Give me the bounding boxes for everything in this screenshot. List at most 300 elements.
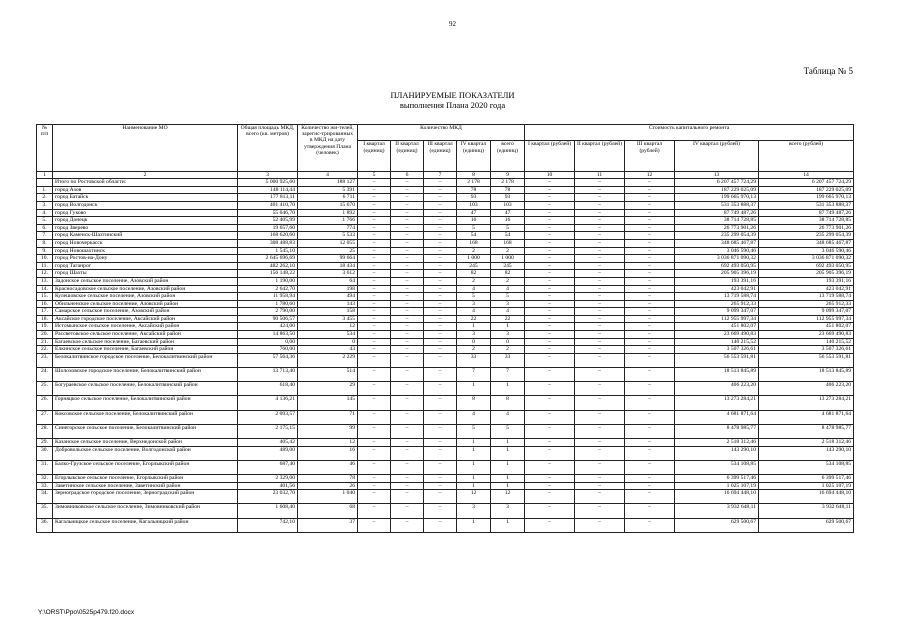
q3-cost-cell: – bbox=[625, 217, 675, 225]
row-number-cell: 30. bbox=[37, 446, 53, 460]
total-units-cell: 8 bbox=[491, 396, 525, 410]
q1-cost-cell: – bbox=[525, 277, 575, 285]
q4-cost-cell: 534 108,85 bbox=[675, 460, 759, 474]
column-number: 9 bbox=[491, 172, 525, 179]
header-cost-group: Стоимость капитального ремонта bbox=[525, 125, 854, 141]
q2-cost-cell: – bbox=[575, 446, 625, 460]
total-units-cell: 5 bbox=[491, 424, 525, 438]
q2-cost-cell: – bbox=[575, 186, 625, 194]
q2-units-cell: – bbox=[391, 247, 424, 255]
total-cost-cell: 23 669 490,83 bbox=[759, 331, 854, 339]
q3-cost-cell: – bbox=[625, 518, 675, 532]
residents-cell: 16 bbox=[298, 446, 358, 460]
q1-cost-cell: – bbox=[525, 368, 575, 382]
total-cost-cell: 9 099 347,07 bbox=[759, 308, 854, 316]
q2-units-cell: – bbox=[391, 201, 424, 209]
q4-units-cell: 93 bbox=[457, 194, 491, 202]
mo-name-cell: Балко-Грузское сельское поселение, Егорлыкский район bbox=[53, 460, 238, 474]
table-body bbox=[37, 179, 854, 533]
total-units-cell: 1 bbox=[491, 482, 525, 490]
header-q2-units: II квартал (единиц) bbox=[391, 141, 424, 172]
q4-cost-cell: 6 399 517,46 bbox=[675, 474, 759, 482]
q3-cost-cell: – bbox=[625, 224, 675, 232]
q1-units-cell: – bbox=[358, 518, 391, 532]
total-area-cell: 177 813,11 bbox=[238, 194, 298, 202]
total-cost-cell: 6 399 517,46 bbox=[759, 474, 854, 482]
q1-units-cell: – bbox=[358, 300, 391, 308]
residents-cell: 2 229 bbox=[298, 353, 358, 367]
mo-name-cell: Елкинское сельское поселение, Багаевский район bbox=[53, 346, 238, 354]
q4-cost-cell: 13 719 588,74 bbox=[675, 293, 759, 301]
total-cost-cell: 406 223,20 bbox=[759, 382, 854, 396]
table-row bbox=[37, 382, 854, 396]
table-row bbox=[37, 217, 854, 225]
q3-cost-cell: – bbox=[625, 331, 675, 339]
row-number-cell: 6. bbox=[37, 224, 53, 232]
q1-units-cell: – bbox=[358, 308, 391, 316]
total-area-cell: 156 148,22 bbox=[238, 270, 298, 278]
mo-name-cell: Богураевское сельское поселение, Белокалитвинский район bbox=[53, 382, 238, 396]
column-number: 12 bbox=[625, 172, 675, 179]
table-row bbox=[37, 338, 854, 346]
q2-units-cell: – bbox=[391, 315, 424, 323]
row-number-cell: 35. bbox=[37, 504, 53, 518]
q4-cost-cell: 193 391,16 bbox=[675, 277, 759, 285]
mo-name-cell: Зимовниковское сельское поселение, Зимовниковский район bbox=[53, 504, 238, 518]
q4-units-cell: 1 bbox=[457, 482, 491, 490]
q4-units-cell: 1 bbox=[457, 460, 491, 474]
total-units-cell: 22 bbox=[491, 315, 525, 323]
q2-cost-cell: – bbox=[575, 331, 625, 339]
q2-cost-cell: – bbox=[575, 293, 625, 301]
row-number-cell: 13. bbox=[37, 277, 53, 285]
table-row bbox=[37, 353, 854, 367]
q3-units-cell: – bbox=[424, 194, 457, 202]
q4-units-cell: 16 bbox=[457, 217, 491, 225]
row-number-cell: 12. bbox=[37, 270, 53, 278]
q3-units-cell: – bbox=[424, 482, 457, 490]
q3-cost-cell: – bbox=[625, 482, 675, 490]
residents-cell: 26 bbox=[298, 482, 358, 490]
q4-cost-cell: 4 681 871,64 bbox=[675, 410, 759, 424]
q3-cost-cell: – bbox=[625, 368, 675, 382]
mo-name-cell: город Батайск bbox=[53, 194, 238, 202]
q4-cost-cell: 629 500,67 bbox=[675, 518, 759, 532]
residents-cell: 3 612 bbox=[298, 270, 358, 278]
residents-cell: 143 bbox=[298, 300, 358, 308]
total-area-cell: 13 713,40 bbox=[238, 368, 298, 382]
q3-units-cell: – bbox=[424, 293, 457, 301]
row-number-cell: 16. bbox=[37, 300, 53, 308]
mo-name-cell: город Каменск-Шахтинский bbox=[53, 232, 238, 240]
column-number: 7 bbox=[424, 172, 457, 179]
total-cost-cell: 26 773 901,26 bbox=[759, 224, 854, 232]
total-area-cell: 2 329,00 bbox=[238, 474, 298, 482]
q1-units-cell: – bbox=[358, 239, 391, 247]
residents-cell: 64 bbox=[298, 277, 358, 285]
q2-units-cell: – bbox=[391, 270, 424, 278]
total-cost-cell: 187 229 025,09 bbox=[759, 186, 854, 194]
q2-cost-cell: – bbox=[575, 285, 625, 293]
total-cost-cell: 13 273 284,21 bbox=[759, 396, 854, 410]
total-units-cell: 2 bbox=[491, 247, 525, 255]
q1-cost-cell: – bbox=[525, 518, 575, 532]
q4-units-cell: 0 bbox=[457, 338, 491, 346]
total-units-cell: 4 bbox=[491, 410, 525, 424]
q1-cost-cell: – bbox=[525, 382, 575, 396]
q1-units-cell: – bbox=[358, 446, 391, 460]
mo-name-cell: Добровольское сельское поселение, Волгодонской район bbox=[53, 446, 238, 460]
row-number-cell: 20. bbox=[37, 331, 53, 339]
q1-cost-cell: – bbox=[525, 446, 575, 460]
table-row bbox=[37, 490, 854, 504]
column-number-row bbox=[37, 172, 854, 179]
total-area-cell: 1 780,60 bbox=[238, 300, 298, 308]
total-units-cell: 1 bbox=[491, 518, 525, 532]
q4-cost-cell: 692 493 050,95 bbox=[675, 262, 759, 270]
q4-units-cell: 1 bbox=[457, 474, 491, 482]
mo-name-cell: Истомынское сельское поселение, Аксайский район bbox=[53, 323, 238, 331]
mo-name-cell: Кагальницкое сельское поселение, Кагальницкий район bbox=[53, 518, 238, 532]
residents-cell: 198 bbox=[298, 285, 358, 293]
total-area-cell: 2 642,70 bbox=[238, 285, 298, 293]
q1-cost-cell: – bbox=[525, 217, 575, 225]
q1-units-cell: – bbox=[358, 382, 391, 396]
q2-cost-cell: – bbox=[575, 382, 625, 396]
q1-cost-cell: – bbox=[525, 353, 575, 367]
q3-cost-cell: – bbox=[625, 323, 675, 331]
q4-cost-cell: 143 290,10 bbox=[675, 446, 759, 460]
q2-units-cell: – bbox=[391, 346, 424, 354]
mo-name-cell: Кулешовское сельское поселение, Азовский район bbox=[53, 293, 238, 301]
q2-units-cell: – bbox=[391, 323, 424, 331]
q2-units-cell: – bbox=[391, 504, 424, 518]
header-residents: Количество жи-телей, зарегис-трированных в МКД на дату утверждения Плана (человек) bbox=[298, 125, 358, 172]
q2-units-cell: – bbox=[391, 368, 424, 382]
row-number-cell: 3. bbox=[37, 201, 53, 209]
table-row bbox=[37, 224, 854, 232]
q2-cost-cell: – bbox=[575, 255, 625, 263]
q3-units-cell: – bbox=[424, 247, 457, 255]
q4-units-cell: 2 bbox=[457, 346, 491, 354]
total-cost-cell: 531 353 888,37 bbox=[759, 201, 854, 209]
total-units-cell: 16 bbox=[491, 217, 525, 225]
q3-units-cell: – bbox=[424, 277, 457, 285]
total-units-cell: 7 bbox=[491, 368, 525, 382]
total-units-cell: 103 bbox=[491, 201, 525, 209]
q2-units-cell: – bbox=[391, 209, 424, 217]
q4-cost-cell: 406 223,20 bbox=[675, 382, 759, 396]
mo-name-cell: Казанское сельское поселение, Верхнедонской район bbox=[53, 438, 238, 446]
table-row bbox=[37, 323, 854, 331]
q1-units-cell: – bbox=[358, 209, 391, 217]
q2-units-cell: – bbox=[391, 308, 424, 316]
row-number-cell: 24. bbox=[37, 368, 53, 382]
residents-cell: 71 bbox=[298, 410, 358, 424]
total-area-cell: 2 645 696,69 bbox=[238, 255, 298, 263]
total-units-cell: 3 bbox=[491, 504, 525, 518]
total-area-cell: 90 506,57 bbox=[238, 315, 298, 323]
q3-cost-cell: – bbox=[625, 346, 675, 354]
q2-units-cell: – bbox=[391, 438, 424, 446]
q2-units-cell: – bbox=[391, 224, 424, 232]
total-units-cell: 0 bbox=[491, 338, 525, 346]
q1-units-cell: – bbox=[358, 285, 391, 293]
q1-units-cell: – bbox=[358, 232, 391, 240]
total-area-cell: 2 093,57 bbox=[238, 410, 298, 424]
column-number: 2 bbox=[53, 172, 238, 179]
q3-units-cell: – bbox=[424, 346, 457, 354]
total-cost-cell: 3 036 871 090,32 bbox=[759, 255, 854, 263]
q3-cost-cell: – bbox=[625, 382, 675, 396]
row-number-cell: 33. bbox=[37, 482, 53, 490]
q2-cost-cell: – bbox=[575, 209, 625, 217]
residents-cell: 68 bbox=[298, 504, 358, 518]
total-units-cell: 1 bbox=[491, 474, 525, 482]
q1-cost-cell: – bbox=[525, 482, 575, 490]
q3-cost-cell: – bbox=[625, 338, 675, 346]
total-area-cell: 687,40 bbox=[238, 460, 298, 474]
total-area-cell: 405,42 bbox=[238, 438, 298, 446]
q4-units-cell: 5 bbox=[457, 293, 491, 301]
q1-units-cell: – bbox=[358, 255, 391, 263]
q3-units-cell: – bbox=[424, 270, 457, 278]
q3-cost-cell: – bbox=[625, 308, 675, 316]
q4-units-cell: 5 bbox=[457, 224, 491, 232]
column-number: 11 bbox=[575, 172, 625, 179]
row-number-cell: 31. bbox=[37, 460, 53, 474]
q1-units-cell: – bbox=[358, 424, 391, 438]
q4-cost-cell: 23 669 490,83 bbox=[675, 331, 759, 339]
q3-cost-cell: – bbox=[625, 504, 675, 518]
q3-units-cell: – bbox=[424, 424, 457, 438]
mo-name-cell: город Шахты bbox=[53, 270, 238, 278]
mo-name-cell: город Ростов-на-Дону bbox=[53, 255, 238, 263]
q3-units-cell: – bbox=[424, 217, 457, 225]
q4-cost-cell: 3 932 648,11 bbox=[675, 504, 759, 518]
q4-cost-cell: 9 099 347,07 bbox=[675, 308, 759, 316]
row-number-cell: 10. bbox=[37, 255, 53, 263]
q4-units-cell: 8 bbox=[457, 396, 491, 410]
q3-cost-cell: – bbox=[625, 293, 675, 301]
q3-units-cell: – bbox=[424, 209, 457, 217]
residents-cell: 1 040 bbox=[298, 490, 358, 504]
total-cost-cell: 56 553 591,81 bbox=[759, 353, 854, 367]
q2-cost-cell: – bbox=[575, 247, 625, 255]
q2-cost-cell: – bbox=[575, 217, 625, 225]
total-units-cell: 4 bbox=[491, 285, 525, 293]
plan-indicators-table bbox=[36, 124, 854, 533]
q4-units-cell: 78 bbox=[457, 186, 491, 194]
total-area-cell: 401,56 bbox=[238, 482, 298, 490]
q1-cost-cell: – bbox=[525, 232, 575, 240]
table-row bbox=[37, 247, 854, 255]
footer-file-path: Y:\ORST\Ppo\0525p479.f20.docx bbox=[38, 609, 135, 616]
q4-units-cell: 22 bbox=[457, 315, 491, 323]
total-cost-cell: 16 694 448,10 bbox=[759, 490, 854, 504]
table-row bbox=[37, 277, 854, 285]
q1-cost-cell: – bbox=[525, 438, 575, 446]
q4-cost-cell: 2 518 312,46 bbox=[675, 438, 759, 446]
total-area-cell: 57 564,36 bbox=[238, 353, 298, 367]
total-area-cell: 55 046,70 bbox=[238, 209, 298, 217]
header-mkd-group: Количество МКД bbox=[358, 125, 525, 141]
total-cost-cell: 13 719 588,74 bbox=[759, 293, 854, 301]
q2-units-cell: – bbox=[391, 217, 424, 225]
table-row bbox=[37, 482, 854, 490]
column-number: 14 bbox=[759, 172, 854, 179]
total-area-cell: 14 863,50 bbox=[238, 331, 298, 339]
total-cost-cell: 1 025 107,19 bbox=[759, 482, 854, 490]
q4-cost-cell: 451 802,07 bbox=[675, 323, 759, 331]
total-units-cell: 2 bbox=[491, 277, 525, 285]
q2-units-cell: – bbox=[391, 277, 424, 285]
residents-cell: 5 533 bbox=[298, 232, 358, 240]
q4-cost-cell: 87 749 487,26 bbox=[675, 209, 759, 217]
q1-cost-cell: – bbox=[525, 504, 575, 518]
q1-units-cell: – bbox=[358, 194, 391, 202]
q3-cost-cell: – bbox=[625, 474, 675, 482]
q1-cost-cell: – bbox=[525, 209, 575, 217]
header-q1-rub: I квартал (рублей) bbox=[525, 141, 575, 172]
q4-units-cell: 4 bbox=[457, 285, 491, 293]
table-row bbox=[37, 285, 854, 293]
total-units-cell: 1 bbox=[491, 438, 525, 446]
q1-cost-cell: – bbox=[525, 338, 575, 346]
mo-name-cell: Обильненское сельское поселение, Азовский район bbox=[53, 300, 238, 308]
total-area-cell: 23 032,70 bbox=[238, 490, 298, 504]
q2-cost-cell: – bbox=[575, 239, 625, 247]
residents-cell: 25 bbox=[298, 247, 358, 255]
table-row bbox=[37, 368, 854, 382]
q2-units-cell: – bbox=[391, 518, 424, 532]
q4-units-cell: 2 bbox=[457, 247, 491, 255]
q3-units-cell: – bbox=[424, 446, 457, 460]
q2-units-cell: – bbox=[391, 186, 424, 194]
q2-cost-cell: – bbox=[575, 315, 625, 323]
residents-cell: 145 bbox=[298, 396, 358, 410]
residents-cell: 1 892 bbox=[298, 209, 358, 217]
q3-cost-cell: – bbox=[625, 270, 675, 278]
q4-cost-cell: 205 905 396,19 bbox=[675, 270, 759, 278]
q3-units-cell: – bbox=[424, 323, 457, 331]
q2-units-cell: – bbox=[391, 338, 424, 346]
q4-units-cell: 1 bbox=[457, 382, 491, 396]
q1-cost-cell: – bbox=[525, 315, 575, 323]
row-number-cell: 15. bbox=[37, 293, 53, 301]
q1-units-cell: – bbox=[358, 460, 391, 474]
total-area-cell: 1 545,10 bbox=[238, 247, 298, 255]
q4-cost-cell: 26 773 901,26 bbox=[675, 224, 759, 232]
row-number-cell: 14. bbox=[37, 285, 53, 293]
q2-cost-cell: – bbox=[575, 504, 625, 518]
q2-cost-cell: – bbox=[575, 201, 625, 209]
q4-units-cell: 2 178 bbox=[457, 179, 491, 187]
q3-units-cell: – bbox=[424, 186, 457, 194]
q4-cost-cell: 16 694 448,10 bbox=[675, 490, 759, 504]
mo-name-cell: город Гуково bbox=[53, 209, 238, 217]
q1-cost-cell: – bbox=[525, 410, 575, 424]
q3-cost-cell: – bbox=[625, 179, 675, 187]
header-q4-rub: IV квартал (рублей) bbox=[675, 141, 759, 172]
q1-cost-cell: – bbox=[525, 323, 575, 331]
q4-cost-cell: 199 665 970,13 bbox=[675, 194, 759, 202]
row-number-cell: 11. bbox=[37, 262, 53, 270]
header-num: № п/п bbox=[37, 125, 53, 172]
mo-name-cell: город Азов bbox=[53, 186, 238, 194]
row-number-cell: 28. bbox=[37, 424, 53, 438]
total-units-cell: 1 000 bbox=[491, 255, 525, 263]
q3-units-cell: – bbox=[424, 285, 457, 293]
table-row bbox=[37, 446, 854, 460]
total-units-cell: 4 bbox=[491, 308, 525, 316]
total-cost-cell: 2 518 312,46 bbox=[759, 438, 854, 446]
q3-cost-cell: – bbox=[625, 262, 675, 270]
total-units-cell: 78 bbox=[491, 186, 525, 194]
q3-units-cell: – bbox=[424, 262, 457, 270]
mo-name-cell: Самарское сельское поселение, Азовский район bbox=[53, 308, 238, 316]
q3-units-cell: – bbox=[424, 179, 457, 187]
q1-cost-cell: – bbox=[525, 474, 575, 482]
table-row bbox=[37, 232, 854, 240]
mo-name-cell: город Зверево bbox=[53, 224, 238, 232]
row-number-cell: 1. bbox=[37, 186, 53, 194]
q2-units-cell: – bbox=[391, 353, 424, 367]
q4-cost-cell: 56 553 591,81 bbox=[675, 353, 759, 367]
q2-units-cell: – bbox=[391, 410, 424, 424]
q3-cost-cell: – bbox=[625, 232, 675, 240]
q1-units-cell: – bbox=[358, 353, 391, 367]
q1-units-cell: – bbox=[358, 315, 391, 323]
document-title bbox=[0, 90, 905, 110]
q3-cost-cell: – bbox=[625, 300, 675, 308]
q2-cost-cell: – bbox=[575, 424, 625, 438]
q4-units-cell: 33 bbox=[457, 353, 491, 367]
q1-cost-cell: – bbox=[525, 201, 575, 209]
total-cost-cell: 199 665 970,13 bbox=[759, 194, 854, 202]
q2-cost-cell: – bbox=[575, 179, 625, 187]
q3-units-cell: – bbox=[424, 315, 457, 323]
q4-units-cell: 7 bbox=[457, 368, 491, 382]
q1-cost-cell: – bbox=[525, 239, 575, 247]
q3-units-cell: – bbox=[424, 518, 457, 532]
q4-units-cell: 4 bbox=[457, 308, 491, 316]
mo-name-cell: Аксайское городское поселение, Аксайский район bbox=[53, 315, 238, 323]
q1-cost-cell: – bbox=[525, 346, 575, 354]
q4-units-cell: 1 bbox=[457, 518, 491, 532]
q1-units-cell: – bbox=[358, 438, 391, 446]
q4-units-cell: 1 bbox=[457, 438, 491, 446]
total-area-cell: 2 790,00 bbox=[238, 308, 298, 316]
q4-cost-cell: 18 513 845,89 bbox=[675, 368, 759, 382]
title-line-1: ПЛАНИРУЕМЫЕ ПОКАЗАТЕЛИ bbox=[390, 90, 515, 100]
q3-units-cell: – bbox=[424, 255, 457, 263]
q3-cost-cell: – bbox=[625, 410, 675, 424]
q2-cost-cell: – bbox=[575, 277, 625, 285]
total-units-cell: 54 bbox=[491, 232, 525, 240]
q2-units-cell: – bbox=[391, 490, 424, 504]
mo-name-cell: Красносадовское сельское поселение, Азовский район bbox=[53, 285, 238, 293]
total-units-cell: 1 bbox=[491, 323, 525, 331]
q2-units-cell: – bbox=[391, 239, 424, 247]
q4-units-cell: 103 bbox=[457, 201, 491, 209]
total-cost-cell: 692 493 050,95 bbox=[759, 262, 854, 270]
header-q2-rub: II квартал (рублей) bbox=[575, 141, 625, 172]
table-row bbox=[37, 300, 854, 308]
column-number: 10 bbox=[525, 172, 575, 179]
q3-cost-cell: – bbox=[625, 424, 675, 438]
plan-table-container bbox=[36, 124, 853, 533]
